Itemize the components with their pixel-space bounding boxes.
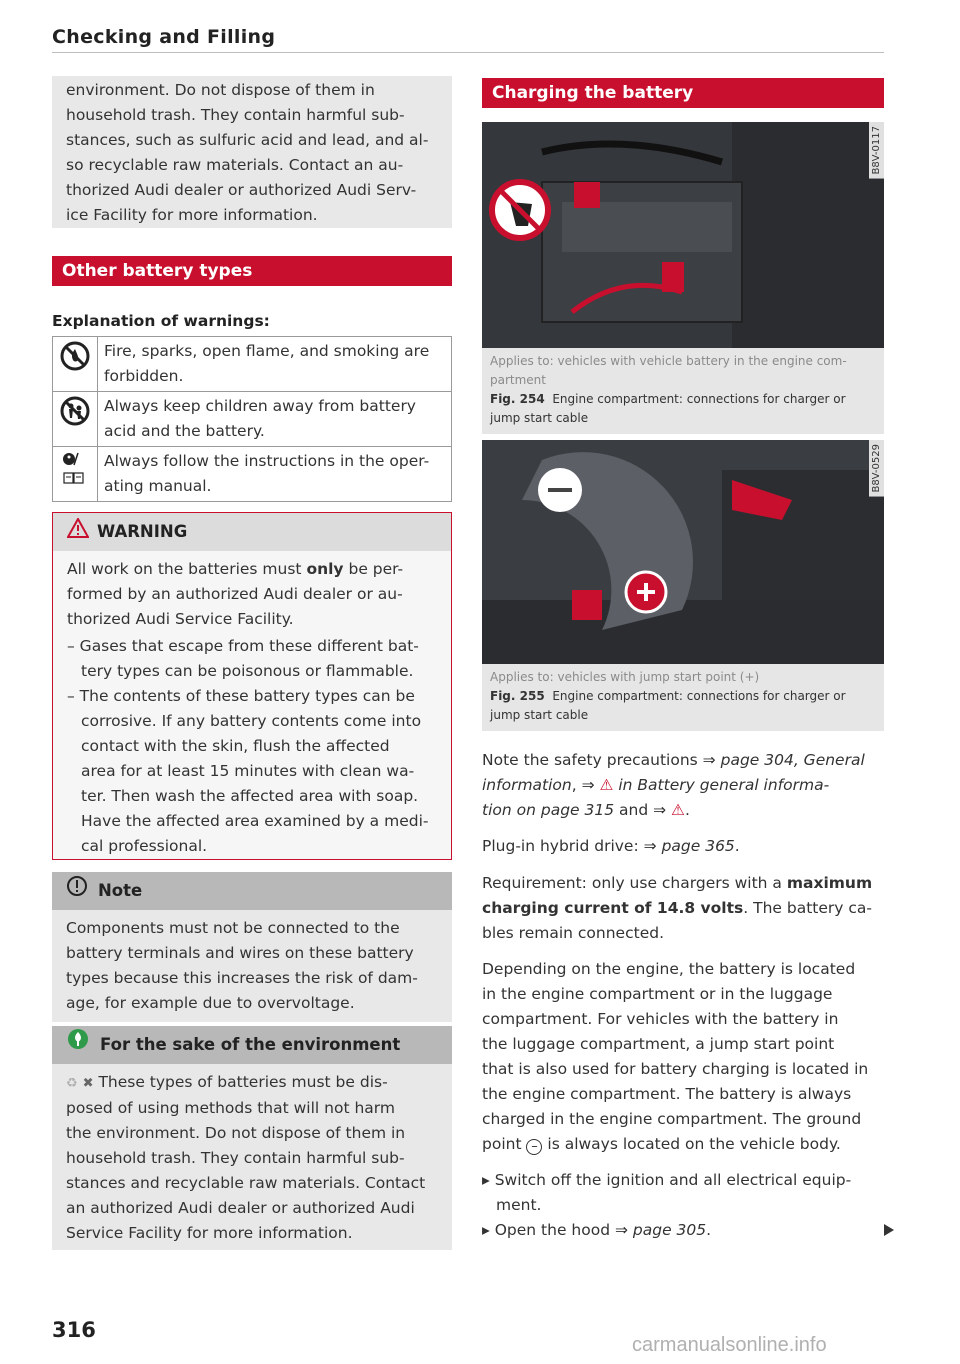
warning-text-line: Always follow the instructions in the oper- bbox=[104, 452, 430, 470]
warning-bullet: – The contents of these battery types can be bbox=[67, 687, 415, 705]
warnings-table-row bbox=[53, 337, 452, 392]
safety-line bbox=[482, 773, 884, 798]
environment-line: an authorized Audi dealer or authorized Audi bbox=[66, 1199, 415, 1217]
location-line: Depending on the engine, the battery is located bbox=[482, 960, 856, 978]
intro-line: so recyclable raw materials. Contact an au- bbox=[66, 156, 404, 174]
warnings-table-icon-cell bbox=[53, 392, 98, 447]
figure-254-caption bbox=[482, 348, 884, 434]
figure-caption-text: Engine compartment: connections for charger or bbox=[552, 392, 846, 406]
body-text: . bbox=[734, 837, 740, 855]
warning-text-line: acid and the battery. bbox=[104, 422, 265, 440]
environment-first-line bbox=[66, 1070, 438, 1096]
section-heading-other-battery-types: Other battery types bbox=[52, 256, 452, 286]
warnings-table-icon-cell bbox=[53, 337, 98, 392]
jump-start-illustration bbox=[482, 440, 884, 664]
warning-bullet: – Gases that escape from these different bat- bbox=[67, 637, 419, 655]
note-title: Note bbox=[98, 881, 143, 900]
intro-line: thorized Audi dealer or authorized Audi Serv- bbox=[66, 181, 417, 199]
warning-text-line: formed by an authorized Audi dealer or au- bbox=[67, 585, 403, 603]
safety-line: tion on page 315 and ⇒ ⚠. bbox=[482, 801, 690, 819]
warning-triangle-icon bbox=[67, 514, 89, 552]
environment-line: stances and recyclable raw materials. Contact bbox=[66, 1174, 426, 1192]
page-number: 316 bbox=[52, 1318, 96, 1342]
warning-bullet-cont: corrosive. If any battery contents come into bbox=[81, 712, 422, 730]
note-line: Components must not be connected to the bbox=[66, 919, 400, 937]
header-rule bbox=[52, 52, 884, 53]
requirement-line: bles remain connected. bbox=[482, 924, 664, 942]
note-line: age, for example due to overvoltage. bbox=[66, 994, 355, 1012]
warnings-table-icon-cell bbox=[53, 447, 98, 502]
figure-255-photo bbox=[482, 440, 884, 664]
figure-applies-line: Applies to: vehicles with jump start point (+) bbox=[490, 670, 760, 684]
figure-applies-line: Applies to: vehicles with vehicle battery in the engine com- bbox=[490, 354, 847, 368]
figure-caption-line bbox=[490, 390, 876, 409]
location-line: in the engine compartment or in the luggage bbox=[482, 985, 833, 1003]
figure-applies-line: partment bbox=[490, 373, 546, 387]
intro-text bbox=[52, 76, 452, 228]
figure-label: Fig. 254 bbox=[490, 392, 545, 406]
step-item bbox=[482, 1168, 884, 1193]
figure-label: Fig. 255 bbox=[490, 689, 545, 703]
step-text: . bbox=[706, 1221, 712, 1239]
figure-caption-text: Engine compartment: connections for charger or bbox=[552, 689, 846, 703]
figure-caption-line: jump start cable bbox=[490, 411, 589, 425]
figure-254-code: B8V-0117 bbox=[869, 122, 884, 179]
environment-line: Service Facility for more information. bbox=[66, 1224, 353, 1242]
warning-bullet-cont: tery types can be poisonous or flammable. bbox=[81, 662, 414, 680]
page-header-title: Checking and Filling bbox=[52, 26, 276, 48]
environment-line: These types of batteries must be dis- bbox=[98, 1073, 388, 1091]
figure-254-photo bbox=[482, 122, 884, 348]
warning-text-line: Fire, sparks, open flame, and smoking are bbox=[104, 342, 430, 360]
environment-icon bbox=[66, 1027, 90, 1065]
note-line: battery terminals and wires on these battery bbox=[66, 944, 414, 962]
cross-reference-link[interactable]: tion on page 315 bbox=[482, 801, 615, 819]
explanation-heading: Explanation of warnings: bbox=[52, 312, 270, 330]
ground-minus-icon: – bbox=[526, 1139, 542, 1155]
intro-line: ice Facility for more information. bbox=[66, 206, 318, 224]
arrow-ref-icon: ⇒ bbox=[702, 751, 716, 769]
cross-reference-link[interactable]: in Battery general informa- bbox=[613, 776, 830, 794]
location-line: that is also used for battery charging is located in bbox=[482, 1060, 869, 1078]
body-text: . The battery ca- bbox=[743, 899, 872, 917]
note-header bbox=[52, 872, 452, 910]
emphasis-text: charging current of 14.8 volts bbox=[482, 899, 744, 917]
warning-text-line: forbidden. bbox=[104, 367, 184, 385]
environment-header bbox=[52, 1026, 452, 1064]
warnings-table-text-cell bbox=[98, 337, 452, 392]
emphasis-text: maximum bbox=[786, 874, 873, 892]
warning-text: All work on the batteries must bbox=[67, 560, 307, 578]
continued-arrow-icon bbox=[884, 1224, 894, 1236]
warning-triangle-icon[interactable]: ⚠ bbox=[671, 801, 685, 819]
warning-triangle-icon: ⚠ bbox=[599, 776, 614, 794]
warning-bullet-cont: cal professional. bbox=[81, 837, 208, 855]
warning-bullet-cont: area for at least 15 minutes with clean wa- bbox=[81, 762, 415, 780]
body-text: is always located on the vehicle body. bbox=[542, 1135, 841, 1153]
warnings-table-text-cell bbox=[98, 447, 452, 502]
arrow-ref-icon: ⇒ bbox=[581, 776, 595, 794]
recycle-icon: ♻ bbox=[66, 1076, 78, 1091]
note-line: types because this increases the risk of dam- bbox=[66, 969, 418, 987]
warning-box bbox=[52, 512, 452, 860]
body-text: and bbox=[614, 801, 654, 819]
trash-crossed-icon: ✖ bbox=[82, 1076, 94, 1091]
location-line: the engine compartment. The battery is always bbox=[482, 1085, 852, 1103]
environment-line: household trash. They contain harmful sub- bbox=[66, 1149, 405, 1167]
step-arrow-icon: ▸ bbox=[482, 1171, 490, 1189]
location-line: charged in the engine compartment. The ground bbox=[482, 1110, 862, 1128]
warning-bullet-cont: Have the affected area examined by a medi- bbox=[81, 812, 429, 830]
steps-list bbox=[482, 1168, 884, 1243]
warning-text-line: Always keep children away from battery bbox=[104, 397, 416, 415]
warnings-table bbox=[52, 336, 452, 502]
environment-title: For the sake of the environment bbox=[100, 1035, 401, 1054]
note-body bbox=[52, 910, 452, 1022]
warnings-table-row bbox=[53, 447, 452, 502]
warning-emphasis: only bbox=[306, 560, 344, 578]
cross-reference-link[interactable]: information bbox=[482, 776, 572, 794]
cross-reference-link[interactable]: page 304, General bbox=[720, 751, 865, 769]
step-item bbox=[482, 1218, 884, 1243]
warning-title: WARNING bbox=[97, 522, 188, 541]
requirement-paragraph bbox=[482, 871, 884, 946]
figure-caption-line bbox=[490, 687, 876, 706]
ground-line bbox=[482, 1132, 884, 1157]
no-fire-icon bbox=[60, 341, 90, 371]
intro-line: environment. Do not dispose of them in bbox=[66, 81, 375, 99]
warnings-table-text-cell bbox=[98, 392, 452, 447]
step-arrow-icon: ▸ bbox=[482, 1221, 490, 1239]
cross-reference-link[interactable]: page 305 bbox=[632, 1221, 707, 1239]
warning-text-line: ating manual. bbox=[104, 477, 212, 495]
figure-caption-line: jump start cable bbox=[490, 708, 589, 722]
figure-255-code: B8V-0529 bbox=[869, 440, 884, 497]
body-text: point bbox=[482, 1135, 527, 1153]
body-text: Requirement: only use chargers with a bbox=[482, 874, 787, 892]
environment-line: the environment. Do not dispose of them in bbox=[66, 1124, 406, 1142]
intro-line: household trash. They contain harmful sub- bbox=[66, 106, 405, 124]
step-text: Switch off the ignition and all electrical equip- bbox=[494, 1171, 852, 1189]
figure-255-caption bbox=[482, 664, 884, 731]
location-line: the luggage compartment, a jump start point bbox=[482, 1035, 835, 1053]
safety-line bbox=[482, 748, 884, 773]
location-paragraph bbox=[482, 957, 884, 1157]
body-text: , bbox=[571, 776, 582, 794]
warning-header bbox=[53, 513, 451, 551]
location-line: compartment. For vehicles with the battery in bbox=[482, 1010, 839, 1028]
warning-bullet-cont: ter. Then wash the affected area with soap. bbox=[81, 787, 419, 805]
arrow-ref-icon: ⇒ bbox=[643, 837, 657, 855]
body-text: Note the safety precautions bbox=[482, 751, 703, 769]
requirement-line bbox=[482, 896, 884, 921]
step-text: ment. bbox=[496, 1196, 542, 1214]
watermark: carmanualsonline.info bbox=[632, 1334, 827, 1356]
intro-line: stances, such as sulfuric acid and lead, and al- bbox=[66, 131, 429, 149]
body-text: Plug-in hybrid drive: bbox=[482, 837, 644, 855]
arrow-ref-icon: ⇒ bbox=[653, 801, 667, 819]
arrow-ref-icon: ⇒ bbox=[614, 1221, 628, 1239]
read-manual-icon bbox=[60, 451, 90, 487]
section-heading-charging-battery: Charging the battery bbox=[482, 78, 884, 108]
engine-compartment-illustration bbox=[482, 122, 884, 348]
warnings-table-row bbox=[53, 392, 452, 447]
warning-bullet-cont: contact with the skin, flush the affected bbox=[81, 737, 390, 755]
warning-text: be per- bbox=[343, 560, 404, 578]
step-text: Open the hood bbox=[494, 1221, 615, 1239]
cross-reference-link[interactable]: page 365 bbox=[661, 837, 735, 855]
requirement-line bbox=[482, 871, 884, 896]
note-box bbox=[52, 872, 452, 1022]
no-children-icon bbox=[60, 396, 90, 426]
warning-text-line: thorized Audi Service Facility. bbox=[67, 610, 294, 628]
environment-box bbox=[52, 1026, 452, 1250]
environment-body bbox=[52, 1064, 452, 1250]
safety-paragraph bbox=[482, 748, 884, 823]
warning-first-line bbox=[67, 557, 437, 582]
warning-body bbox=[53, 551, 451, 869]
hybrid-paragraph bbox=[482, 834, 884, 859]
environment-line: posed of using methods that will not harm bbox=[66, 1099, 395, 1117]
note-info-icon bbox=[66, 873, 88, 911]
intro-box bbox=[52, 76, 452, 228]
